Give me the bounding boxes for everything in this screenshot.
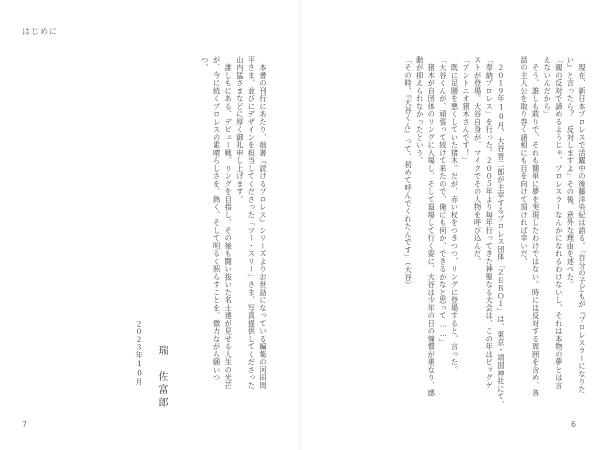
- right-page: [300, 0, 600, 450]
- running-head: はじめに: [22, 27, 58, 36]
- left-page-body-text: 本書の刊行にあたり、拙著『読けるプロレス』シリーズよりお世話になっている編集の河田周 平さま、並びにデザインを担当してくださった「ツー・スリー」さま、写真提供してくださった 山内猛さまなどに厚く御礼申し上げます。 誰しもにある、デビュー戦。リングを目指し、その後も闘い抜いた名士達が見せる人生の光芒 が、今に続くプロレスの素晴らしさを、熱く、そして明るく照らすことを。微力ながら願いつ つ。: [201, 56, 268, 390]
- author-name: 瑞 佐富郎: [156, 345, 167, 410]
- page-number-left: 7: [22, 420, 28, 429]
- signoff-date: ２０２３年10月: [135, 320, 144, 386]
- right-page-body-text: 現在、新日本プロレスで活躍中の後藤洋央紀は語る。「自分の子どもが『プロレスラーになりた い』と言ったら？ 反対しますよ」その後、意外な理由を述べた。 「親の反対で諦めるようじゃ、プロレスラーなんかになれるわけないし、それは本物の夢とは言 えないんだから」 そう、誰しも敢りで、それも簡単に夢を実現したわけではない。時には反対する周囲を含め、各 話の主人公を取り巻く諸相にも目を向けて頂ければ幸いだ。 ２０１９年10月、大谷晋二郎が主宰するプロレス団体「ＺＥＲＯ１」は、東京・靖国神社にて、 「奉納プロレス」を行った。２００５年より毎年行ってきた神聖なる大会は、この年はビッグゲ ストが登場。大谷自身が、マイクでその人物を呼び込んだ。 「アントニオ猪木さんです！」 既に足腰を悪くしていた猪木。だが、赤い杖をつきつつ、リングに登場すると、言った。 「大谷くんが、頑張って続けて来たので、俺にも何か、できるかなと思って……」 猪木が自団体のリングに入場し、そして退場して行く姿に、大谷は少年の日の憧憬が重なり、感 動が抑えられなかったという。 「その時、『大谷くん』って、初めて呼んでくれたんです」（大谷）: [404, 56, 587, 409]
- page-number-right: 6: [570, 420, 576, 429]
- signoff-block: [120, 56, 167, 412]
